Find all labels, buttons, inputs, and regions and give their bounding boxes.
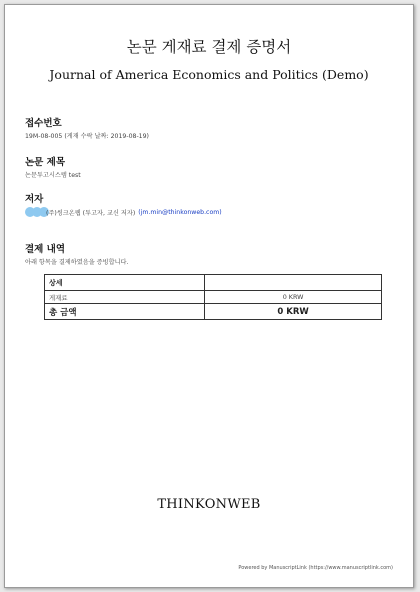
receipt-value: 19M-08-005 (게재 수락 날짜: 2019-08-19) <box>25 133 149 140</box>
paper-section <box>25 154 385 179</box>
receipt-heading: 접수번호 <box>25 118 62 129</box>
powered-by-text: Powered by ManuscriptLink (https://www.manuscriptlink.com) <box>238 565 393 571</box>
total-amount: 0 KRW <box>205 304 382 320</box>
payment-section <box>25 241 385 266</box>
author-email-link[interactable]: (jm.min@thinkonweb.com) <box>138 208 222 216</box>
total-label: 총 금액 <box>45 304 205 320</box>
author-section <box>25 191 385 217</box>
document-title: 논문 게재료 결제 증명서 <box>126 38 292 56</box>
paper-title-heading: 논문 제목 <box>25 157 66 168</box>
payment-note: 아래 항목을 결제하였음을 증빙합니다. <box>25 259 129 266</box>
author-heading: 저자 <box>25 194 44 205</box>
payment-table <box>44 274 382 320</box>
fee-label: 게재료 <box>45 291 205 304</box>
company-brand: THINKONWEB <box>157 497 261 512</box>
table-header-empty <box>205 275 382 291</box>
journal-name: Journal of America Economics and Politics (Demo) <box>49 67 369 82</box>
table-total-row <box>45 304 382 320</box>
fee-amount: 0 KRW <box>205 291 382 304</box>
payment-heading: 결제 내역 <box>25 244 66 255</box>
author-line <box>25 207 385 217</box>
certificate-page <box>4 4 414 588</box>
receipt-section <box>25 115 385 140</box>
paper-title-value: 논문투고시스템 test <box>25 172 81 179</box>
table-header-row <box>45 275 382 291</box>
author-name: (주)씽크온웹 (투고자, 교신 저자) <box>46 209 136 217</box>
table-header-detail: 상세 <box>45 275 205 291</box>
table-row <box>45 291 382 304</box>
